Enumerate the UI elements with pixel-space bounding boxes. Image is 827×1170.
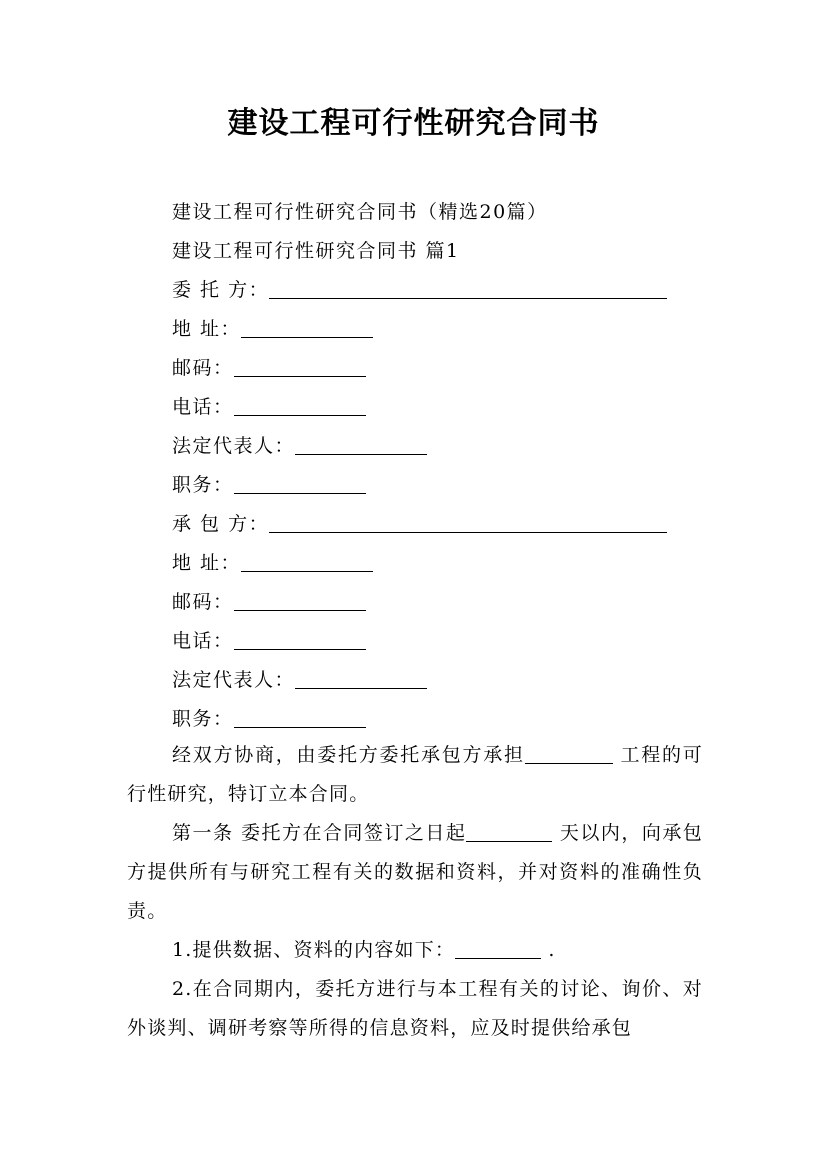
client-postcode-label: 邮码：	[172, 357, 234, 379]
contractor-party-field	[172, 512, 667, 536]
client-phone-blank[interactable]	[234, 397, 366, 416]
article-1-paragraph	[127, 814, 703, 931]
client-address-field	[172, 317, 373, 341]
document-title: 建设工程可行性研究合同书	[227, 106, 600, 141]
client-address-blank[interactable]	[241, 319, 373, 338]
contractor-legal-rep-blank[interactable]	[295, 670, 427, 689]
client-party-field	[172, 278, 667, 302]
client-party-blank[interactable]	[269, 280, 667, 299]
client-phone-label: 电话：	[172, 396, 234, 418]
client-address-label: 地 址：	[172, 318, 242, 340]
contractor-phone-field	[172, 629, 366, 653]
intro-text-b: 工程的可行性研究，特订立本合同。	[127, 744, 703, 805]
client-legal-rep-blank[interactable]	[295, 436, 427, 455]
client-postcode-field	[172, 356, 366, 380]
contractor-address-field	[172, 551, 373, 575]
client-position-label: 职务：	[172, 474, 234, 496]
contractor-legal-rep-field	[172, 668, 427, 692]
client-postcode-blank[interactable]	[234, 358, 366, 377]
contractor-phone-label: 电话：	[172, 630, 234, 652]
client-legal-rep-label: 法定代表人：	[172, 435, 296, 457]
contractor-position-blank[interactable]	[234, 709, 366, 728]
client-phone-field	[172, 395, 366, 419]
contractor-legal-rep-label: 法定代表人：	[172, 669, 296, 691]
intro-text-a: 经双方协商，由委托方委托承包方承担	[172, 744, 525, 766]
item-1-paragraph	[127, 931, 703, 970]
section-heading: 建设工程可行性研究合同书 篇1	[172, 240, 460, 262]
project-name-blank[interactable]	[525, 745, 613, 764]
contractor-party-blank[interactable]	[269, 514, 667, 533]
contractor-party-label: 承 包 方：	[172, 513, 270, 535]
days-blank[interactable]	[466, 823, 552, 842]
item-1-text-a: 1.提供数据、资料的内容如下：	[172, 939, 456, 961]
subtitle: 建设工程可行性研究合同书（精选20篇）	[172, 201, 548, 223]
contractor-address-label: 地 址：	[172, 552, 242, 574]
intro-paragraph	[127, 736, 703, 814]
contractor-phone-blank[interactable]	[234, 631, 366, 650]
data-content-blank[interactable]	[455, 940, 541, 959]
contractor-postcode-field	[172, 590, 366, 614]
item-1-text-b: .	[541, 939, 556, 961]
contractor-position-label: 职务：	[172, 708, 234, 730]
contractor-address-blank[interactable]	[241, 553, 373, 572]
contractor-postcode-blank[interactable]	[234, 592, 366, 611]
client-position-field	[172, 473, 366, 497]
article-1-text-a: 第一条 委托方在合同签订之日起	[172, 822, 467, 844]
article-1-text-b: 天以内，向承包方提供所有与研究工程有关的数据和资料，并对资料的准确性负责。	[127, 822, 704, 922]
contractor-postcode-label: 邮码：	[172, 591, 234, 613]
item-2-paragraph: 2.在合同期内，委托方进行与本工程有关的讨论、询价、对外谈判、调研考察等所得的信息资料，应及时提供给承包	[127, 978, 703, 1039]
client-position-blank[interactable]	[234, 475, 366, 494]
client-legal-rep-field	[172, 434, 427, 458]
client-party-label: 委 托 方：	[172, 279, 270, 301]
contractor-position-field	[172, 707, 366, 731]
